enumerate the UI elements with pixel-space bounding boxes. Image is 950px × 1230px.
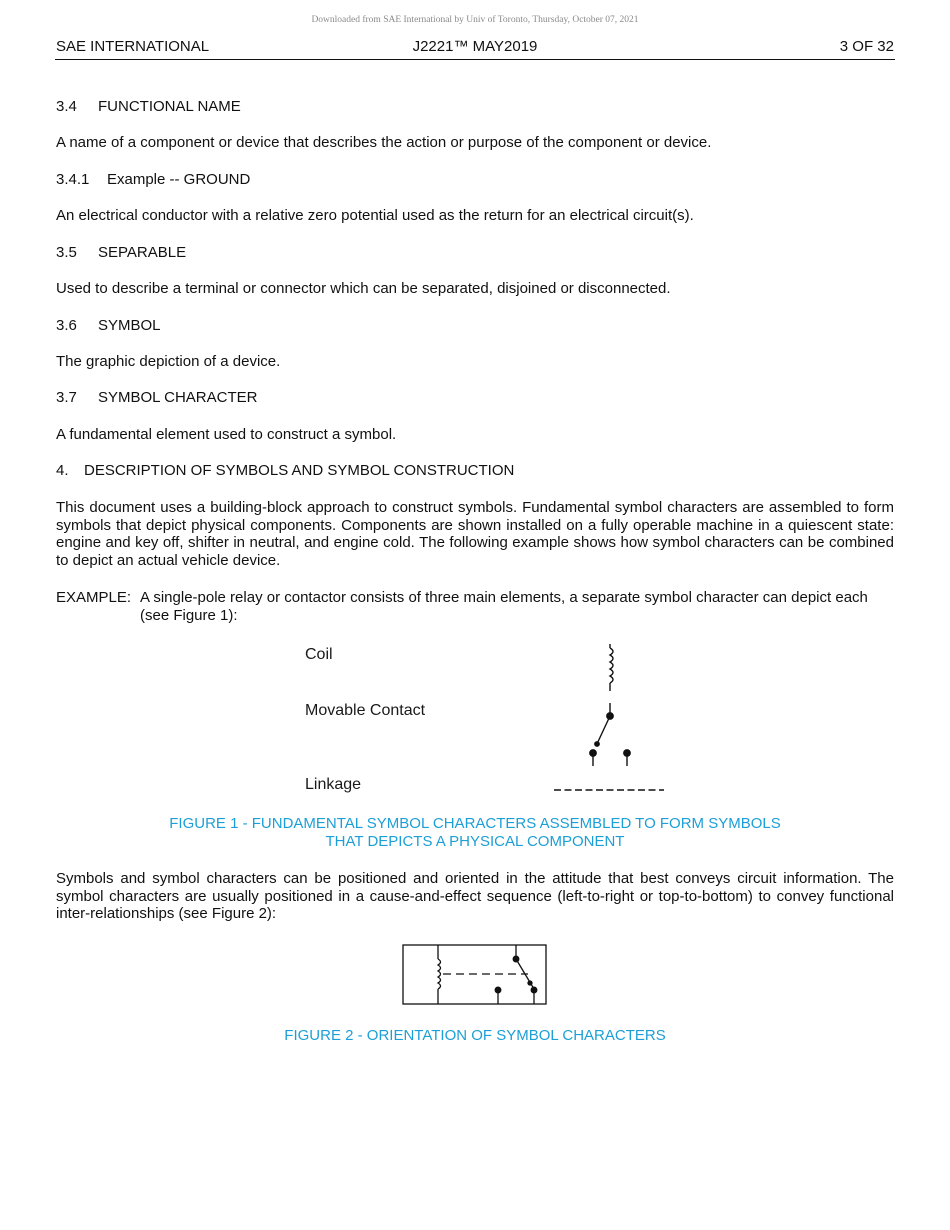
section-number: 3.6	[56, 317, 77, 334]
section-number: 3.4	[56, 98, 77, 115]
header-page-number: 3 OF 32	[839, 38, 894, 55]
section-title: Example -- GROUND	[107, 171, 251, 188]
section-title: DESCRIPTION OF SYMBOLS AND SYMBOL CONSTRUCTION	[84, 462, 515, 479]
section-4-paragraph: This document uses a building-block approach to construct symbols. Fundamental symbol characters are assembled to form symbols that depict physical components. Components are shown installed on a fully operable machine in a quiescent state: engine and key off, shifter in neutral, and engine cold. The following example shows how symbol characters can be combined to depict an actual vehicle device.	[56, 499, 894, 569]
example-label: EXAMPLE:	[56, 589, 132, 606]
figure1-label-movable-contact: Movable Contact	[305, 702, 426, 719]
section-3-7-text: A fundamental element used to construct a symbol.	[56, 426, 397, 443]
section-title: SYMBOL	[98, 317, 161, 334]
section-number: 3.5	[56, 244, 77, 261]
figure2-caption: FIGURE 2 - ORIENTATION OF SYMBOL CHARACTERS	[284, 1027, 666, 1044]
section-3-6-text: The graphic depiction of a device.	[56, 353, 281, 370]
download-watermark: Downloaded from SAE International by Univ of Toronto, Thursday, October 07, 2021	[311, 15, 639, 25]
example-text: A single-pole relay or contactor consists of three main elements, a separate symbol character can depict each (see Figure 1):	[140, 589, 868, 624]
header-document-id: J2221™ MAY2019	[412, 38, 538, 55]
section-title: FUNCTIONAL NAME	[98, 98, 241, 115]
header-publisher: SAE INTERNATIONAL	[56, 38, 210, 55]
figure1-label-linkage: Linkage	[305, 776, 362, 793]
figure1-label-coil: Coil	[305, 646, 333, 663]
section-3-4-1-text: An electrical conductor with a relative zero potential used as the return for an electrical circuit(s).	[56, 207, 694, 224]
figure1-caption-line1: FIGURE 1 - FUNDAMENTAL SYMBOL CHARACTERS ASSEMBLED TO FORM SYMBOLS	[169, 815, 781, 832]
section-3-5-text: Used to describe a terminal or connector which can be separated, disjoined or disconnected.	[56, 280, 671, 297]
section-number: 3.4.1	[56, 171, 90, 188]
section-number: 3.7	[56, 389, 77, 406]
relay-coil	[438, 945, 441, 1004]
section-number: 4.	[56, 462, 69, 479]
section-title: SYMBOL CHARACTER	[98, 389, 258, 406]
figure1-caption-line2: THAT DEPICTS A PHYSICAL COMPONENT	[325, 833, 625, 850]
section-title: SEPARABLE	[98, 244, 187, 261]
section-4-paragraph-2: Symbols and symbol characters can be positioned and oriented in the attitude that best conveys circuit information. The symbol characters are usually positioned in a cause-and-effect sequence (left-to-right or top-to-bottom) to convey functional inter-relationships (see Figure 2):	[56, 870, 894, 923]
section-3-4-text: A name of a component or device that describes the action or purpose of the component or device.	[56, 134, 712, 151]
